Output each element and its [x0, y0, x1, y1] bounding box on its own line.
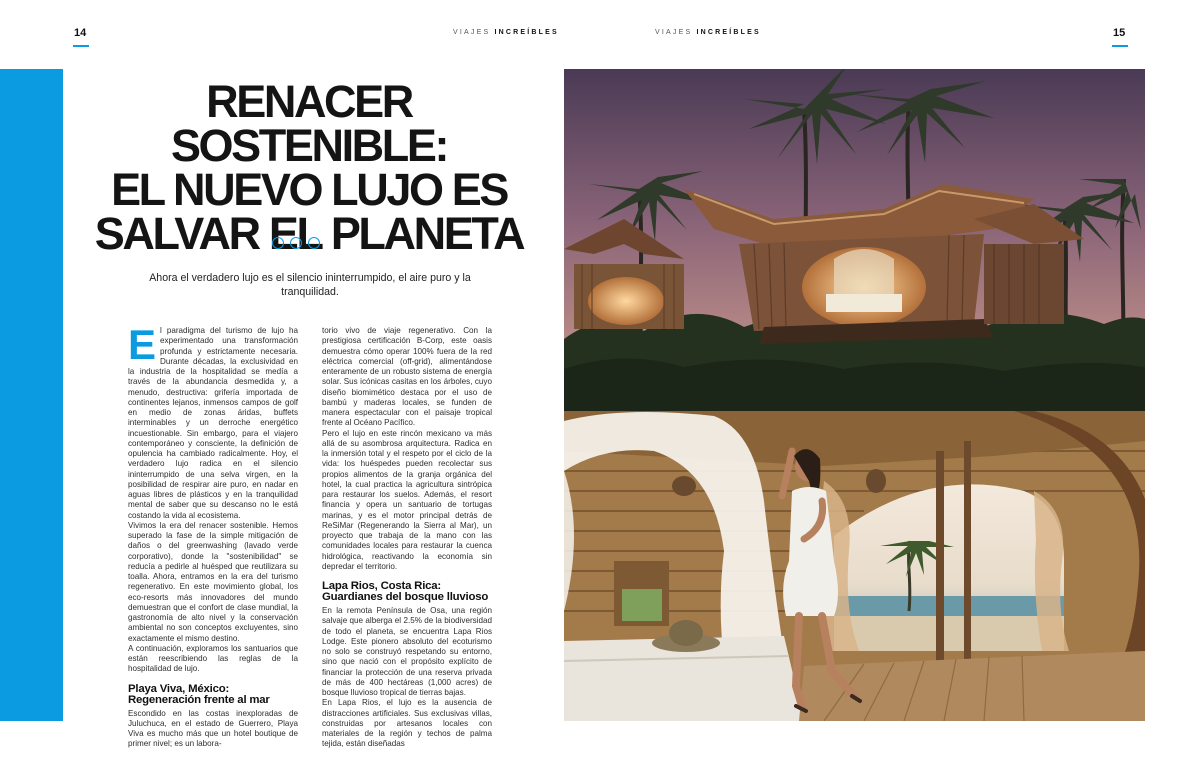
paragraph: Pero el lujo en este rincón mexicano va más allá de su asombrosa arquitectura. Radica en la inmersión total y el respeto por el ciclo de la vida: los huéspedes pueden recolectar sus propios alimentos de la granja orgánica del hotel, la cual practica la agricultura sintrópica para restaurar los suelos. Además, el resort financia y opera un santuario de tortugas marinas, y es el motor principal detrás de ReSiMar (Regenerando la Sierra al Mar), un proyecto que trabaja de la mano con las comunidades locales para restaurar la cuenca hidrológica, reactivando la economía sin depredar el territorio. [322, 428, 492, 571]
paragraph: torio vivo de viaje regenerativo. Con la prestigiosa certificación B-Corp, este oasis demuestra cómo operar 100% fuera de la red eléctrica comercial (off-grid), alimentándose enteramente de un robusto sistema de energía solar. Sus icónicas casitas en los árboles, cuyo diseño biomimético destaca por el uso de bambú y maderas locales, se funden de manera espectacular con el paisaje tropical frente al Océano Pacífico. [322, 326, 492, 428]
bamboo-treehouse-at-dusk-photo [564, 69, 1145, 411]
paragraph: En Lapa Rios, el lujo es la ausencia de distracciones artificiales. Sus exclusivas villas, construidas por artesanos locales con materiales de la región y techos de palma tejida, están diseñadas [322, 698, 492, 749]
body-column-1 [128, 321, 298, 750]
headline-line-2: EL NUEVO LUJO ES [111, 164, 507, 215]
page-number-right: 15 [1113, 27, 1126, 39]
drop-cap: E [128, 321, 157, 368]
woman-in-open-air-bamboo-bedroom-photo [564, 411, 1145, 721]
running-head-left-prefix: VIAJES [453, 29, 491, 36]
article-dek: Ahora el verdadero lujo es el silencio ininterrumpido, el aire puro y la tranquilidad. [149, 272, 471, 298]
ornament-circle-icon [272, 237, 284, 249]
page-number-right-underline [1112, 45, 1128, 47]
headline-line-1: RENACER SOSTENIBLE: [170, 76, 448, 171]
ornament-dots [272, 237, 320, 249]
running-head-right [655, 29, 761, 36]
headline-line-3: SALVAR EL PLANETA [94, 208, 524, 259]
article-headline [70, 76, 548, 259]
accent-side-bar [0, 69, 63, 721]
running-head-right-prefix: VIAJES [655, 29, 693, 36]
page-number-left: 14 [74, 27, 87, 39]
section-subhead-playa-viva [128, 684, 298, 706]
paragraph: A continuación, exploramos los santuarios que están reescribiendo las reglas de la hospitalidad de lujo. [128, 643, 298, 674]
subhead-line: Lapa Rios, Costa Rica: [322, 580, 442, 592]
running-head-left-bold: INCREÍBLES [494, 29, 559, 36]
paragraph-text: l paradigma del turismo de lujo ha experimentado una transformación profunda y estrictamente necesaria. Durante décadas, la exclusividad en la industria de la hospitalidad se medía a través de la abundancia desmedida y, a menudo, destructiva: grifería importada de continentes lejanos, inmensos campos de golf en medio de zonas áridas, buffets interminables y un derroche energético incuestionable. Sin embargo, para el viajero contemporáneo y consciente, la definición de opulencia ha cambiado radicalmente. Hoy, el verdadero lujo radica en el silencio ininterrumpido de una selva virgen, en la posibilidad de respirar aire puro, en nadar en aguas libres de plásticos y en la tranquilidad mental de saber que su descanso no le está costando la vida al ecosistema. [128, 326, 298, 520]
running-head-left [453, 29, 559, 36]
paragraph: Escondido en las costas inexploradas de Juluchuca, en el estado de Guerrero, Playa Viva es mucho más que un hotel boutique de primer nivel; es un labora- [128, 708, 298, 749]
ornament-circle-icon [290, 237, 302, 249]
ornament-circle-icon [308, 237, 320, 249]
page-number-left-underline [73, 45, 89, 47]
paragraph [128, 321, 298, 521]
subhead-line: Guardianes del bosque lluvioso [322, 591, 489, 603]
running-head-right-bold: INCREÍBLES [696, 29, 761, 36]
subhead-line: Playa Viva, México: [128, 682, 230, 695]
section-subhead-lapa-rios [322, 581, 492, 603]
subhead-line: Regeneración frente al mar [128, 693, 270, 706]
paragraph: Vivimos la era del renacer sostenible. Hemos superado la fase de la simple mitigación de daños o del greenwashing (lavado verde corporativo), donde la "sostenibilidad" se reducía a pedirle al huésped que reutilizara su toalla. Ahora, entramos en la era del turismo regenerativo. En este movimiento global, los eco-resorts más innovadores del mundo demuestran que el confort de clase mundial, la gastronomía de alto nivel y la conservación ambiental no son conceptos excluyentes, sino exactamente el mismo destino. [128, 520, 298, 643]
paragraph: En la remota Península de Osa, una región salvaje que alberga el 2.5% de la biodiversidad de todo el planeta, se encuentra Lapa Rios Lodge. Este pionero absoluto del ecoturismo no solo se construyó respetando su entorno, sino que nació con el propósito explícito de financiar la protección de una reserva privada de más de 400 hectáreas (1,000 acres) de bosque lluvioso tropical de tierras bajas. [322, 606, 492, 697]
body-column-2 [322, 326, 492, 750]
